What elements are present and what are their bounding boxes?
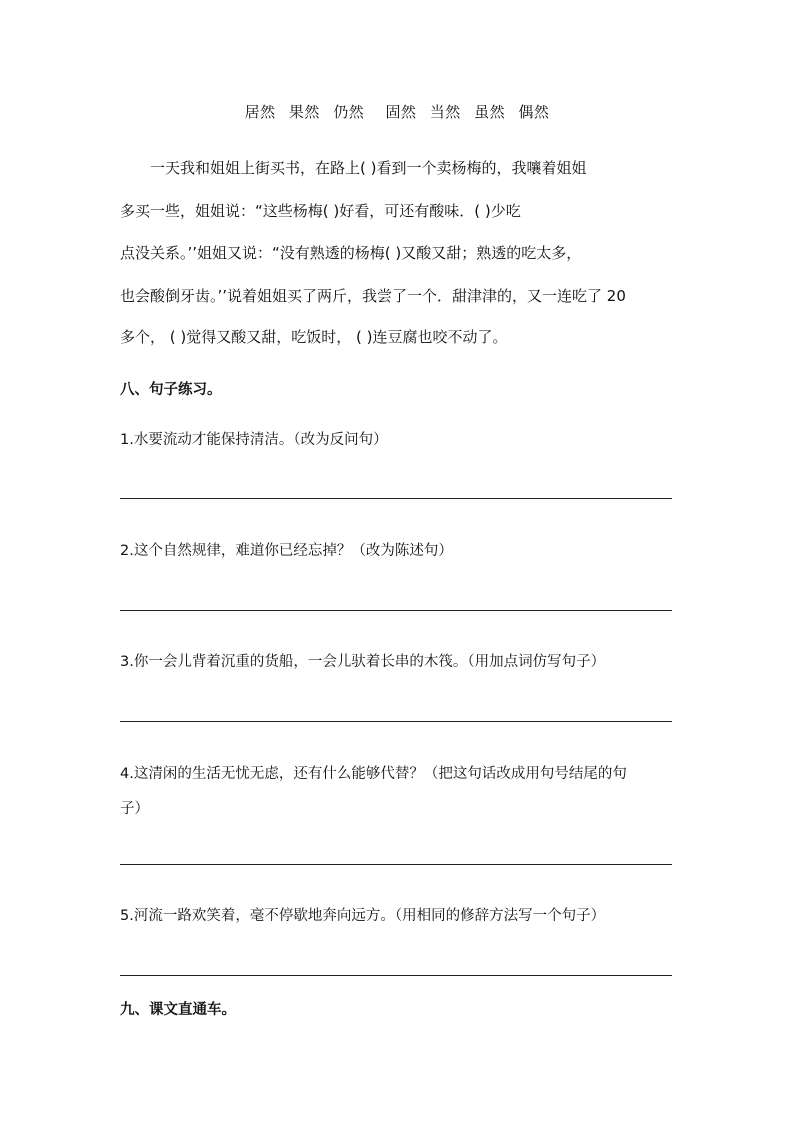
question-4-line-1: 4.这清闲的生活无忧无虑，还有什么能够代替？（把这句话改成用句号结尾的句	[120, 766, 627, 782]
answer-line-2[interactable]	[120, 610, 672, 611]
answer-line-4[interactable]	[120, 864, 672, 865]
question-2: 2.这个自然规律，难道你已经忘掉？（改为陈述句）	[120, 543, 453, 559]
word-bank	[0, 101, 794, 122]
passage-line-4: 也会酸倒牙齿。’’说着姐姐买了两斤，我尝了一个．甜津津的，又一连吃了 20	[120, 287, 626, 305]
answer-line-3[interactable]	[120, 721, 672, 722]
word-bank-item: 固然	[385, 103, 417, 121]
passage-line-5: 多个， ( )觉得又酸又甜，吃饭时， ( )连豆腐也咬不动了。	[120, 328, 508, 346]
section-8-title: 八、句子练习。	[120, 382, 222, 398]
passage-line-2: 多买一些，姐姐说：“这些杨梅( )好看，可还有酸味．( )少吃	[120, 202, 521, 220]
word-bank-item: 居然	[244, 103, 276, 121]
question-4-line-2: 子）	[120, 801, 149, 817]
word-bank-item: 果然	[288, 103, 320, 121]
word-bank-item: 仍然	[333, 103, 365, 121]
passage-line-1: 一天我和姐姐上街买书，在路上( )看到一个卖杨梅的，我嚷着姐姐	[150, 159, 587, 177]
word-bank-item: 当然	[429, 103, 461, 121]
question-3: 3.你一会儿背着沉重的货船，一会儿驮着长串的木筏。（用加点词仿写句子）	[120, 654, 606, 670]
word-bank-item: 虽然	[474, 103, 506, 121]
section-9-title: 九、课文直通车。	[120, 1002, 236, 1018]
answer-line-5[interactable]	[120, 975, 672, 976]
question-1: 1.水要流动才能保持清洁。（改为反问句）	[120, 432, 388, 448]
word-bank-item: 偶然	[518, 103, 550, 121]
question-5: 5.河流一路欢笑着，毫不停歇地奔向远方。（用相同的修辞方法写一个句子）	[120, 908, 606, 924]
passage-line-3: 点没关系。’’姐姐又说：“没有熟透的杨梅( )又酸又甜；熟透的吃太多，	[120, 244, 582, 262]
answer-line-1[interactable]	[120, 498, 672, 499]
